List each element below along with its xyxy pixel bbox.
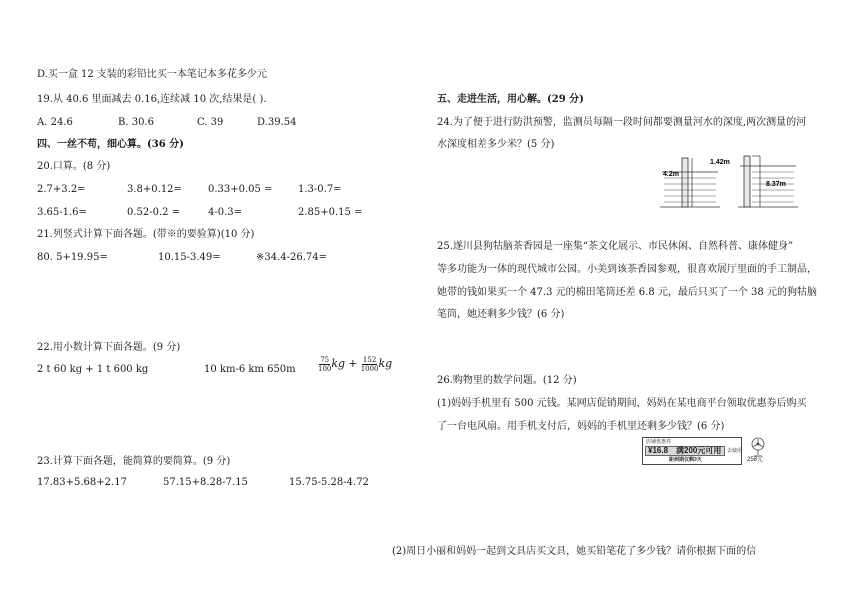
fan-price: 258元 [747,457,764,463]
coupon-expiry: 距到期仅剩3天 [669,457,702,463]
q20-item: 3.65-1.6= [37,207,87,218]
q21-item: ※34.4-26.74= [256,252,328,263]
q25-line: 笔筒，她还剩多少钱？(6 分) [437,309,565,320]
coupon-use-button: 去使用 [727,448,743,454]
q26-1-line: 了一台电风扇。用手机支付后，妈妈的手机里还剩多少钱？(6 分) [437,421,725,432]
q23-stem: 23.计算下面各题，能简算的要简算。(9 分) [37,456,231,467]
q21-stem: 21.列竖式计算下面各题。(带※的要验算)(10 分) [37,229,255,240]
fig-label-a: 4.2m [663,171,679,178]
q23-item: 57.15+8.28-7.15 [163,477,248,488]
coupon [642,437,742,465]
q20-item: 4-0.3= [208,207,243,218]
q20-item: 2.85+0.15 = [298,207,363,218]
q22-item: 10 km-6 km 650m [204,364,296,375]
q23-item: 17.83+5.68+2.17 [37,477,127,488]
q19-stem: 19.从 40.6 里面减去 0.16,连续减 10 次,结果是( ). [37,94,267,105]
q26-1-line: (1)妈妈手机里有 500 元钱。某网店促销期间，妈妈在某电商平台领取优惠券后购买 [437,398,807,409]
q25-line: 她带的钱如果买一个 47.3 元的棉田笔筒还差 6.8 元，最后只买了一个 38 元的狗牯脑 [437,287,817,298]
coupon-header: 店铺优惠券 [646,439,672,445]
q20-item: 3.8+0.12= [127,184,182,195]
fig-label-c: 8.37m [766,181,786,188]
q21-item: 10.15-3.49= [158,252,221,263]
section-5-heading: 五、走进生活，用心解。(29 分) [437,94,584,105]
q26-2-line: (2)周日小丽和妈妈一起到文具店买文具，她买铅笔花了多少钱？请你根据下面的信 [392,546,757,557]
q24-line: 24.为了便于进行防洪预警，监测员每隔一段时间都要测量河水的深度,两次测量的河 [437,117,807,128]
fraction: $\frac{152}{1000}$ [360,356,379,373]
q19-option-b: B. 30.6 [118,117,154,128]
q24-line: 水深度相差多少米？(5 分) [437,139,555,150]
q20-item: 0.52-0.2 = [127,207,181,218]
section-4-heading: 四、一丝不苟，细心算。(36 分) [37,139,184,150]
fraction: $\frac{75}{100}$ [318,356,332,373]
q22-item: 2 t 60 kg + 1 t 600 kg [37,364,149,375]
electric-fan-icon [748,436,768,458]
q20-stem: 20.口算。(8 分) [37,161,111,172]
q25-line: 等多功能为一体的现代城市公园。小美到该茶香园参观，很喜欢展厅里面的手工制品， [437,264,817,275]
q22-stem: 22.用小数计算下面各题。(9 分) [37,342,181,353]
q19-option-a: A. 24.6 [37,117,73,128]
q19-option-c: C. 39 [197,117,224,128]
q19-option-d: D.39.54 [257,117,297,128]
q20-item: 1.3-0.7= [298,184,342,195]
coupon-condition: 满200元可用 [676,446,722,455]
q25-line: 25.遂川县狗牯脑茶香园是一座集“茶文化展示、市民休闲、自然科普、康体健身” [437,241,794,252]
coupon-price: ¥16.8 [648,446,669,455]
q21-item: 80. 5+19.95= [37,252,108,263]
q20-item: 0.33+0.05 = [208,184,273,195]
q22-fraction-expression: $\frac{75}{100}$ kg + $\frac{152}{1000}$ kg [318,356,393,373]
fig-label-b: 1.42m [710,159,730,166]
river-depth-figure [660,154,800,210]
q26-stem: 26.购物里的数学问题。(12 分) [437,375,577,386]
q20-item: 2.7+3.2= [37,184,86,195]
q23-item: 15.75-5.28-4.72 [289,477,369,488]
q18-option-d: D.买一盒 12 支装的彩铅比买一本笔记本多花多少元 [37,69,267,80]
